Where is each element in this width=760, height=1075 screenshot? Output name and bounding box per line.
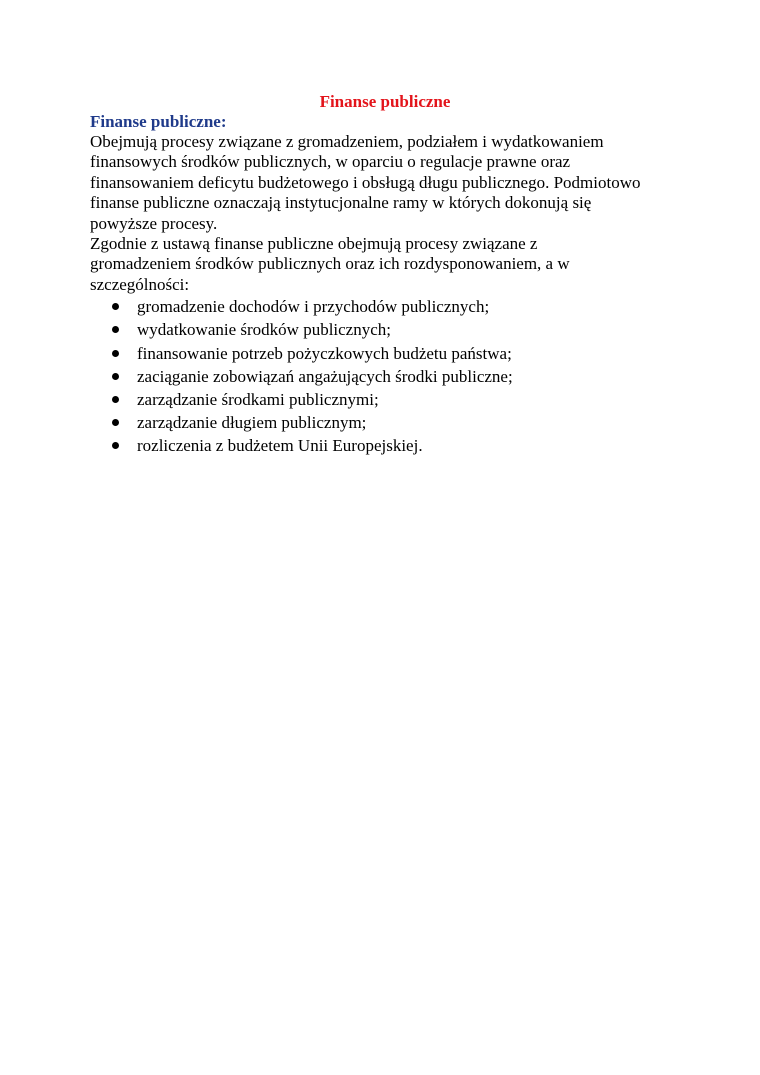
bullet-item [90, 388, 680, 411]
paragraph-line: finanse publiczne oznaczają instytucjonalne ramy w których dokonują się [90, 193, 592, 213]
paragraph-line: Zgodnie z ustawą finanse publiczne obejmują procesy związane z [90, 234, 538, 254]
bullet-item [90, 365, 680, 388]
bullet-icon [112, 373, 119, 380]
bullet-icon [112, 442, 119, 449]
bullet-text: rozliczenia z budżetem Unii Europejskiej. [137, 436, 423, 456]
paragraph-line: powyższe procesy. [90, 213, 218, 233]
bullet-item [90, 318, 680, 341]
bullet-text: gromadzenie dochodów i przychodów publicznych; [137, 297, 490, 317]
bullet-icon [112, 396, 119, 403]
paragraph-line: gromadzeniem środków publicznych oraz ich rozdysponowaniem, a w [90, 254, 570, 274]
bullet-item [90, 411, 680, 434]
bullet-text: zaciąganie zobowiązań angażujących środki publiczne; [137, 366, 513, 386]
bullet-text: zarządzanie środkami publicznymi; [137, 390, 379, 410]
bullet-item [90, 295, 680, 318]
bullet-text: wydatkowanie środków publicznych; [137, 320, 391, 340]
document-title: Finanse publiczne [319, 92, 451, 111]
bullet-icon [112, 419, 119, 426]
document-page [90, 92, 680, 458]
bullet-icon [112, 303, 119, 310]
bullet-icon [112, 326, 119, 333]
bullet-text: zarządzanie długiem publicznym; [137, 413, 367, 433]
paragraph-statute [90, 234, 680, 295]
bullet-icon [112, 350, 119, 357]
section-heading: Finanse publiczne: [90, 112, 227, 131]
bullet-item [90, 434, 680, 457]
bullet-item [90, 342, 680, 365]
bullet-text: finansowanie potrzeb pożyczkowych budżetu państwa; [137, 343, 512, 363]
paragraph-line: finansowych środków publicznych, w oparciu o regulacje prawne oraz [90, 152, 571, 172]
paragraph-line: szczególności: [90, 274, 190, 294]
paragraph-line: finansowaniem deficytu budżetowego i obsługą długu publicznego. Podmiotowo [90, 172, 641, 192]
bullet-list [90, 295, 680, 457]
paragraph-definition [90, 132, 680, 234]
paragraph-line: Obejmują procesy związane z gromadzeniem, podziałem i wydatkowaniem [90, 132, 604, 151]
